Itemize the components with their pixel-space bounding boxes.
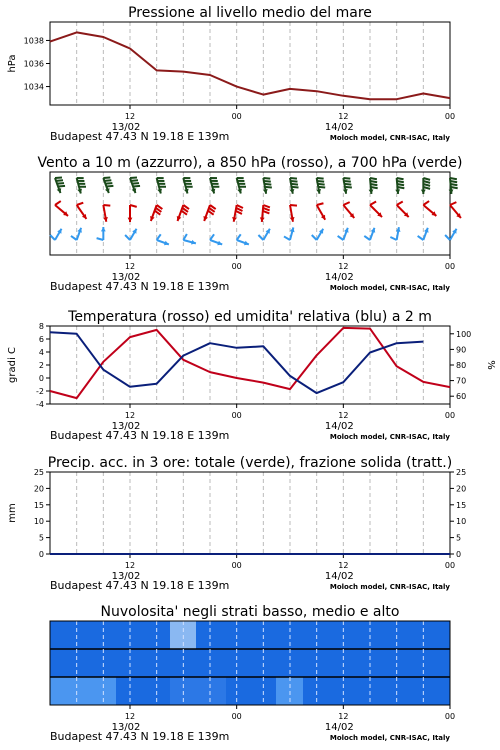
wind-barb (265, 187, 272, 188)
x-tick-label: 12 (124, 561, 136, 570)
wind-arrow-head (421, 190, 426, 194)
date-label: 14/02 (324, 722, 354, 733)
y-tick-label-right: 100 (456, 329, 472, 339)
date-label: 14/02 (324, 571, 354, 582)
wind-arrow-head (449, 189, 454, 194)
plot-frame (50, 326, 450, 404)
wind-barb (345, 187, 352, 188)
wind-barb (445, 235, 450, 240)
y-axis-label: gradi C (7, 347, 18, 383)
wind-barb (370, 181, 377, 182)
wind-arrow-head (101, 227, 106, 231)
wind-barb (130, 177, 137, 178)
wind-barb (451, 184, 458, 185)
wind-barb (264, 181, 271, 182)
wind-barb (157, 234, 161, 240)
wind-barb (58, 186, 65, 187)
x-tick-label: 12 (338, 411, 349, 420)
date-label: 13/02 (111, 421, 141, 432)
wind-barb (418, 236, 424, 240)
x-tick-label: 00 (444, 561, 456, 570)
wind-barb (397, 184, 404, 185)
x-tick-label: 00 (444, 712, 456, 721)
wind-barb (423, 181, 430, 183)
wind-barb (103, 177, 110, 178)
wind-barb (50, 235, 55, 240)
y-axis-label-right: % (485, 360, 496, 370)
wind-barb (56, 180, 63, 181)
x-tick-label: 00 (231, 712, 242, 721)
y-tick-label: 0 (38, 550, 44, 559)
y-tick-label: 2 (38, 361, 44, 370)
wind-barb (55, 201, 61, 205)
wind-barb (292, 187, 299, 188)
y-axis-label: mm (7, 503, 18, 523)
y-tick-label: 20 (33, 484, 44, 494)
wind-barb (125, 235, 130, 240)
wind-barb (263, 208, 270, 210)
wind-barb (390, 237, 396, 240)
model-label: Moloch model, CNR-ISAC, Italy (329, 134, 450, 142)
wind-barb (423, 201, 429, 205)
wind-barb (291, 181, 298, 182)
y-tick-label-right: 20 (456, 484, 467, 494)
x-tick-label: 00 (231, 262, 242, 271)
location-label: Budapest 47.43 N 19.18 E 139m (50, 130, 230, 143)
wind-arrow-head (128, 218, 133, 222)
wind-barb (290, 178, 297, 179)
x-tick-label: 12 (124, 411, 136, 420)
cloud-patch (170, 677, 226, 705)
y-tick-label: -2 (36, 387, 44, 396)
wind-barb (370, 178, 377, 179)
x-tick-label: 12 (338, 561, 349, 570)
y-tick-label-right: 25 (456, 468, 467, 477)
plot-frame (50, 472, 450, 554)
model-label: Moloch model, CNR-ISAC, Italy (329, 583, 450, 591)
wind-barb (344, 181, 351, 182)
model-label: Moloch model, CNR-ISAC, Italy (329, 433, 450, 441)
date-label: 14/02 (324, 122, 354, 133)
date-label: 13/02 (111, 571, 141, 582)
wind-barb (423, 184, 430, 186)
y-tick-label: 15 (33, 500, 44, 510)
y-tick-label-right: 5 (456, 533, 462, 543)
wind-barb (210, 234, 214, 240)
wind-barb (103, 205, 110, 206)
wind-barb (131, 180, 138, 181)
wind-barb (130, 205, 137, 207)
wind-barb (397, 181, 404, 182)
location-label: Budapest 47.43 N 19.18 E 139m (50, 429, 230, 442)
wind-barb (451, 187, 458, 188)
pressure-line (50, 32, 450, 99)
wind-barb (133, 186, 140, 187)
wind-barb (371, 184, 378, 185)
wind-barb (397, 178, 404, 179)
y-tick-label: 0 (38, 374, 44, 383)
y-tick-label: -4 (36, 400, 44, 409)
wind-barb (423, 178, 430, 180)
x-tick-label: 00 (231, 112, 242, 121)
x-tick-label: 12 (338, 712, 349, 721)
x-tick-label: 00 (231, 411, 242, 420)
x-tick-label: 00 (444, 411, 456, 420)
wind-barb (450, 178, 457, 179)
wind-barb (364, 236, 370, 240)
date-label: 14/02 (324, 421, 354, 432)
wind-barb (77, 203, 84, 205)
wind-barb (264, 184, 271, 185)
wind-barb (397, 202, 403, 205)
temperature-line (50, 328, 450, 398)
y-tick-label-right: 15 (456, 500, 467, 510)
x-tick-label: 00 (231, 561, 242, 570)
y-tick-label: 4 (38, 348, 44, 357)
wind-barb (263, 178, 270, 179)
y-tick-label-right: 10 (456, 517, 467, 527)
date-label: 13/02 (111, 722, 141, 733)
wind-arrow-head (395, 189, 400, 194)
y-tick-label-right: 70 (456, 376, 467, 386)
wind-arrow-head (369, 189, 374, 194)
y-axis-label: hPa (7, 54, 18, 73)
date-label: 13/02 (111, 122, 141, 133)
panel-title: Temperatura (rosso) ed umidita' relativa (blu) a 2 m (68, 309, 432, 325)
y-tick-label: 6 (38, 335, 44, 344)
wind-barb (71, 236, 77, 240)
wind-barb (263, 205, 270, 207)
y-tick-label-right: 60 (456, 392, 467, 402)
y-tick-label: 1036 (23, 59, 44, 69)
location-label: Budapest 47.43 N 19.18 E 139m (50, 280, 230, 293)
wind-barb (344, 184, 351, 185)
wind-barb (57, 183, 64, 184)
wind-barb (343, 202, 349, 205)
wind-barb (284, 236, 290, 240)
y-tick-label-right: 0 (456, 550, 462, 559)
panel-title: Precip. acc. in 3 ore: totale (verde), frazione solida (tratt.) (47, 455, 453, 471)
y-tick-label: 1038 (23, 36, 44, 46)
x-tick-label: 00 (444, 112, 456, 121)
wind-barb (55, 177, 62, 178)
x-tick-label: 00 (444, 262, 456, 271)
wind-barb (290, 205, 297, 206)
wind-barb (343, 178, 350, 179)
y-tick-label: 8 (38, 322, 44, 331)
x-tick-label: 12 (124, 112, 136, 121)
panel-title: Nuvolosita' negli strati basso, medio e alto (100, 604, 400, 620)
cloud-patch (50, 677, 116, 705)
panel-title: Pressione al livello medio del mare (128, 5, 372, 21)
wind-barb (132, 183, 139, 184)
wind-barb (423, 187, 430, 189)
wind-barb (338, 236, 344, 240)
wind-barb (237, 234, 241, 240)
wind-barb (104, 180, 111, 181)
model-label: Moloch model, CNR-ISAC, Italy (329, 284, 450, 292)
plot-frame (50, 22, 450, 105)
x-tick-label: 12 (338, 112, 349, 121)
wind-barb (183, 234, 187, 240)
y-tick-label: 1034 (23, 82, 44, 92)
wind-barb (312, 235, 317, 240)
wind-barb (371, 187, 378, 188)
x-tick-label: 12 (124, 262, 136, 271)
y-tick-label: 5 (38, 533, 44, 543)
y-tick-label: 25 (33, 468, 44, 477)
panel-title: Vento a 10 m (azzurro), a 850 hPa (rosso), a 700 hPa (verde) (37, 155, 463, 171)
wind-barb (291, 184, 298, 185)
wind-barb (397, 187, 404, 188)
wind-barb (450, 181, 457, 182)
location-label: Budapest 47.43 N 19.18 E 139m (50, 730, 230, 743)
wind-barb (317, 178, 324, 179)
y-tick-label: 10 (33, 517, 44, 527)
date-label: 14/02 (324, 272, 354, 283)
wind-barb (258, 235, 263, 240)
plot-frame (50, 172, 450, 255)
wind-arrow-head (260, 217, 265, 222)
x-tick-label: 12 (338, 262, 349, 271)
wind-barb (450, 202, 456, 205)
model-label: Moloch model, CNR-ISAC, Italy (329, 734, 450, 742)
wind-barb (317, 203, 324, 205)
wind-barb (370, 202, 376, 205)
wind-barb (318, 187, 325, 188)
wind-barb (97, 238, 104, 240)
date-label: 13/02 (111, 272, 141, 283)
location-label: Budapest 47.43 N 19.18 E 139m (50, 579, 230, 592)
wind-barb (263, 211, 270, 213)
y-tick-label-right: 90 (456, 345, 467, 355)
wind-barb (106, 186, 113, 187)
wind-barb (318, 184, 325, 185)
y-tick-label-right: 80 (456, 361, 467, 370)
wind-barb (317, 181, 324, 182)
wind-barb (105, 183, 112, 184)
x-tick-label: 12 (124, 712, 136, 721)
